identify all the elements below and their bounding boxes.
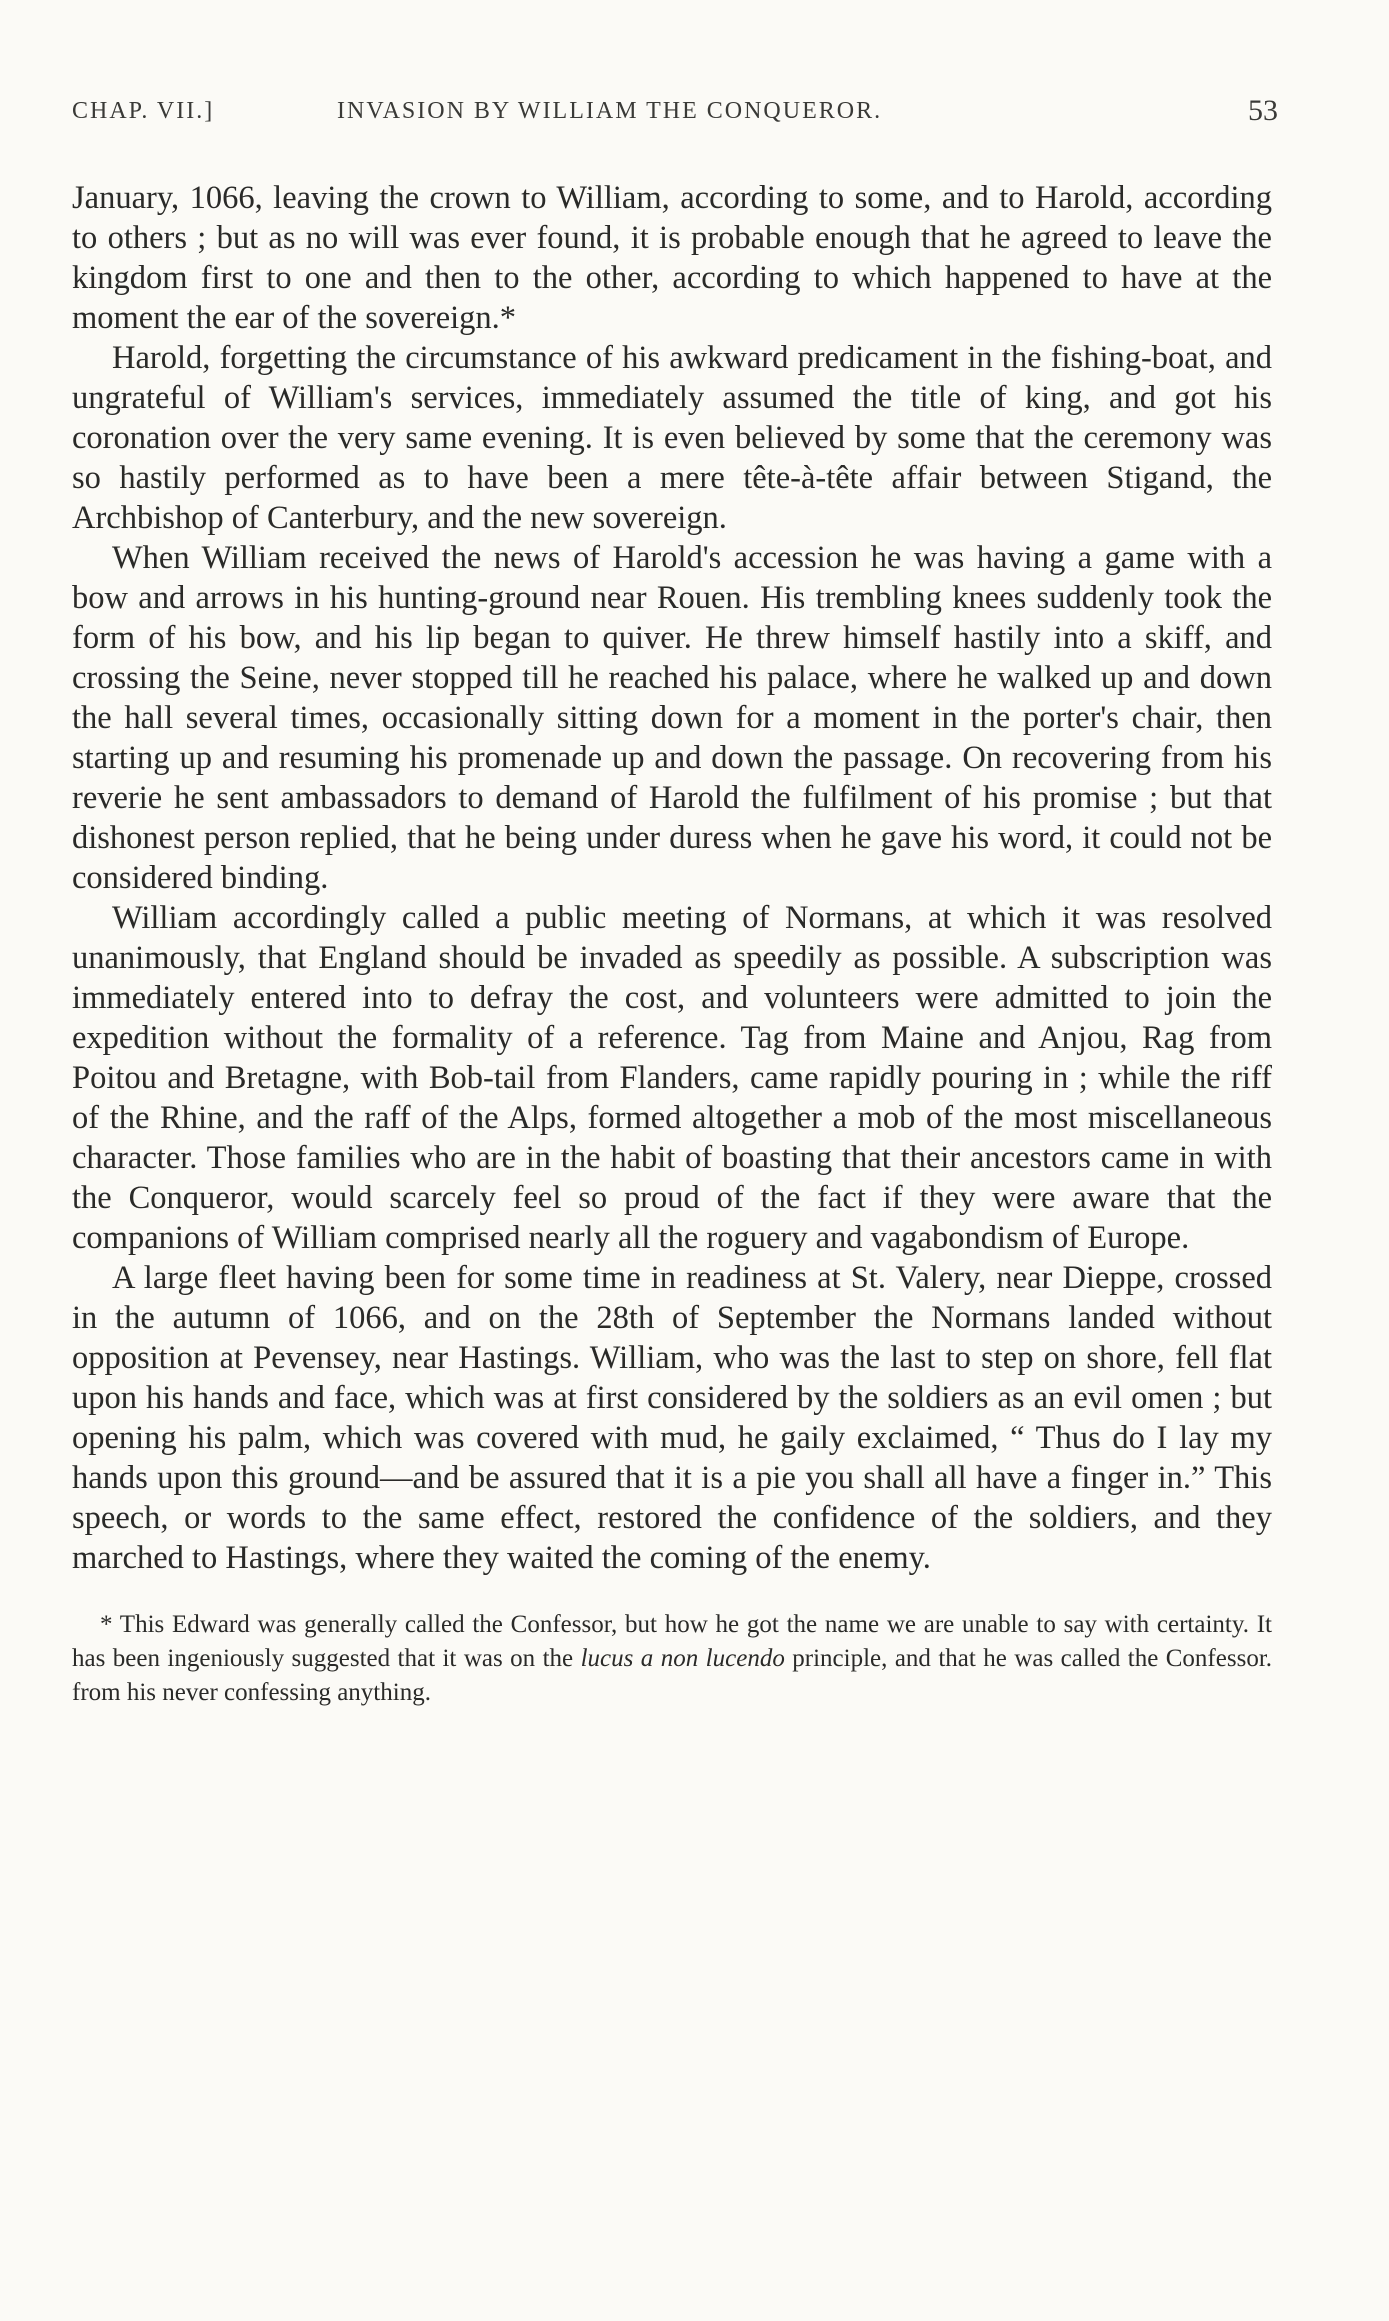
paragraph-2: Harold, forgetting the circumstance of his awkward predicament in the fishing-boat, and ungrateful of William's services, immediately assumed the title of king, and got his coronation over the very same evening. It is even believed by some that the ceremony was so hastily performed as to have been a mere tête-à-tête affair between Stigand, the Archbishop of Canterbury, and the new sovereign. bbox=[72, 340, 1272, 536]
paragraph-5: A large fleet having been for some time in readiness at St. Valery, near Dieppe, crossed in the autumn of 1066, and on the 28th of September the Normans landed without opposition at Pevensey, near Hastings. William, who was the last to step on shore, fell flat upon his hands and face, which was at first considered by the soldiers as an evil omen ; but opening his palm, which was covered with mud, he gaily exclaimed, “ Thus do I lay my hands upon this ground—and be assured that it is a pie you shall all have a finger in.” This speech, or words to the same effect, restored the confidence of the soldiers, and they marched to Hastings, where they waited the coming of the enemy. bbox=[72, 1260, 1272, 1576]
chapter-label: CHAP. VII.] bbox=[72, 98, 215, 124]
body-text bbox=[72, 178, 1272, 1578]
paragraph-1: January, 1066, leaving the crown to William, according to some, and to Harold, according to others ; but as no will was ever found, it is probable enough that he agreed to leave the kingdom first to one and then to the other, according to which happened to have at the moment the ear of the sovereign.* bbox=[72, 180, 1272, 336]
paragraph-3: When William received the news of Harold's accession he was having a game with a bow and arrows in his hunting-ground near Rouen. His trembling knees suddenly took the form of his bow, and his lip began to quiver. He threw himself hastily into a skiff, and crossing the Seine, never stopped till he reached his palace, where he walked up and down the hall several times, occasionally sitting down for a moment in the porter's chair, then starting up and resuming his promenade up and down the passage. On recovering from his reverie he sent ambassadors to demand of Harold the fulfilment of his promise ; but that dishonest person replied, that he being under duress when he gave his word, it could not be considered binding. bbox=[72, 540, 1272, 896]
footnote-latin-phrase: lucus a non lucendo bbox=[580, 1645, 785, 1672]
footnote-text-after: principle, and that he was called the Confessor. from his never confessing anything. bbox=[72, 1645, 1273, 1706]
footnote bbox=[72, 1608, 1272, 1710]
book-page bbox=[72, 94, 1278, 1710]
paragraph-4: William accordingly called a public meeting of Normans, at which it was resolved unanimously, that England should be invaded as speedily as possible. A subscription was immediately entered into to defray the cost, and volunteers were admitted to join the expedition without the formality of a reference. Tag from Maine and Anjou, Rag from Poitou and Bretagne, with Bob-tail from Flanders, came rapidly pouring in ; while the riff of the Rhine, and the raff of the Alps, formed altogether a mob of the most miscellaneous character. Those families who are in the habit of boasting that their ancestors came in with the Conqueror, would scarcely feel so proud of the fact if they were aware that the companions of William comprised nearly all the roguery and vagabondism of Europe. bbox=[72, 900, 1272, 1256]
footnote-text-before: * This Edward was generally called the Confessor, but how he got the name we are unable to say with certainty. It has been ingeniously suggested that it was on the bbox=[72, 1611, 1272, 1672]
page-number: 53 bbox=[1248, 94, 1278, 127]
running-title: INVASION BY WILLIAM THE CONQUEROR. bbox=[337, 98, 883, 124]
running-header bbox=[72, 94, 1278, 138]
